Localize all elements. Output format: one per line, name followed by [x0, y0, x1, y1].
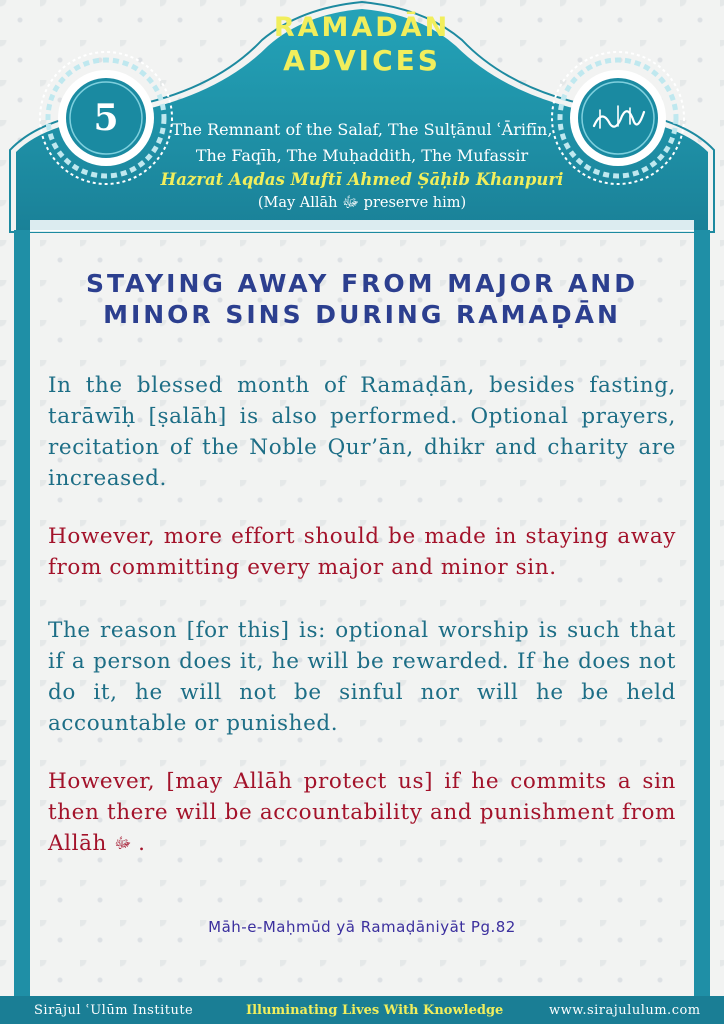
advice-number: 5: [93, 97, 119, 139]
jalla-jalaluhu-glyph: ﷻ: [342, 193, 360, 211]
right-frame-bar: [694, 230, 710, 1000]
prayer-line: [150, 193, 574, 215]
paragraph-2: However, more effort should be made in staying away from committing every major and minor sin.: [48, 524, 676, 580]
honorific-line-2: The Faqīh, The Muḥaddith, The Mufassir: [195, 146, 529, 165]
paragraph-1: In the blessed month of Ramaḍān, besides fasting, tarāwīḥ [ṣalāh] is also performed. Optional prayers, recitation of the Noble Qur’ān, dhikr and charity are increased.: [48, 373, 676, 491]
title-ramadan: RAMADĀN: [273, 12, 451, 43]
article-heading: STAYING AWAY FROM MAJOR AND MINOR SINS DURING RAMAḌĀN: [86, 269, 638, 329]
footer-website-link[interactable]: www.sirajululum.com: [549, 1003, 701, 1018]
paragraph-3: The reason [for this] is: optional worship is such that if a person does it, he will be rewarded. If he does not do it, he will not be sinful nor will he be held accountable or punished.: [48, 618, 676, 736]
footer-tagline: Illuminating Lives With Knowledge: [246, 1003, 504, 1018]
paragraph-4-text: However, [may Allāh protect us] if he commits a sin then there will be accountability and punishment from Allāh: [48, 769, 676, 856]
paragraph-4: [48, 766, 676, 859]
jalla-jalaluhu-glyph: ﷻ: [114, 834, 132, 852]
prayer-before: (May Allāh: [257, 195, 338, 211]
bismillah-calligraphy: [586, 86, 650, 150]
title-advices: ADVICES: [283, 44, 441, 77]
honorific-line-1: The Remnant of the Salaf, The Sulṭānul ʿĀrifīn,: [171, 120, 553, 139]
book-reference: Māh-e-Maḥmūd yā Ramaḍāniyāt Pg.82: [208, 918, 516, 936]
scholar-name: Hazrat Aqdas Muftī Ahmed Ṣāḥib Khanpuri: [160, 170, 564, 189]
paragraph-4-end: .: [138, 831, 146, 856]
footer-institute: Sirājul ʿUlūm Institute: [34, 1003, 194, 1018]
footer-bar: [0, 996, 724, 1024]
prayer-after: preserve him): [363, 195, 467, 211]
left-frame-bar: [14, 230, 30, 1000]
calligraphy-icon: [588, 98, 648, 138]
